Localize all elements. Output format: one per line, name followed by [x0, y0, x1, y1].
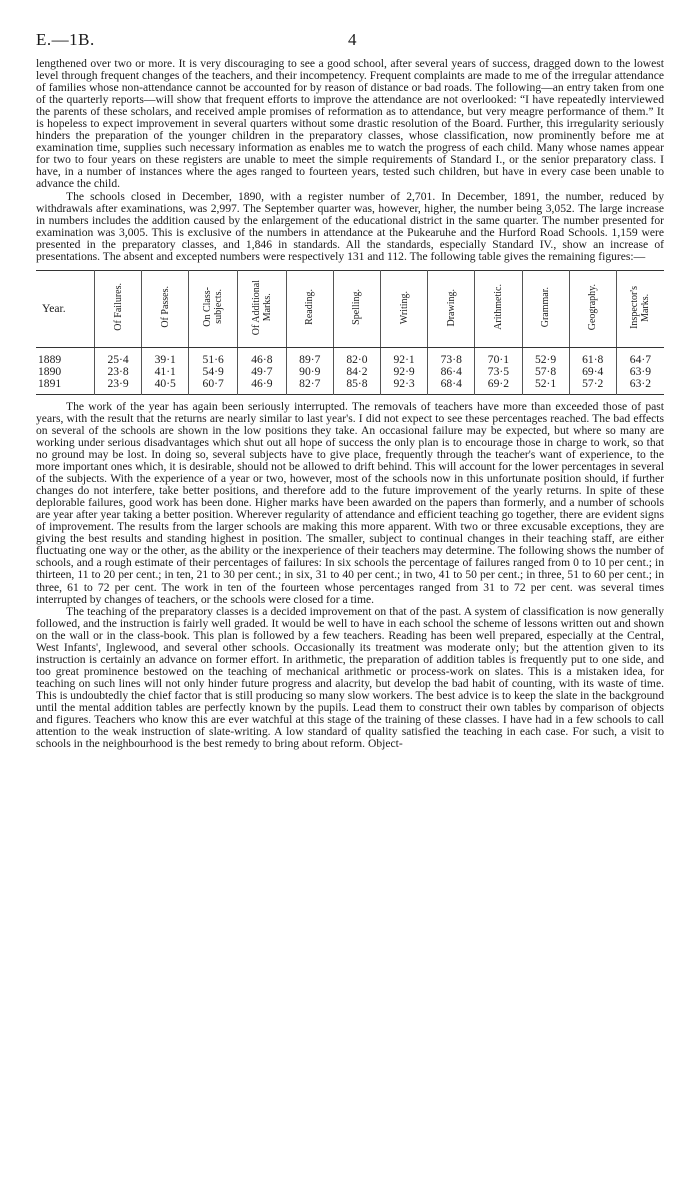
- column-header: Writing.: [381, 270, 428, 347]
- results-table: [36, 270, 664, 395]
- table-cell: 92·1: [381, 347, 428, 366]
- table-cell-year: 1890: [38, 364, 62, 378]
- table-row: [36, 378, 664, 395]
- table-cell: 84·2: [333, 366, 380, 378]
- column-header: Of Additional Marks.: [238, 270, 287, 347]
- column-header: Grammar.: [522, 270, 569, 347]
- column-header: Of Passes.: [142, 270, 189, 347]
- table-cell: 46·8: [238, 347, 287, 366]
- table-cell: 64·7: [616, 347, 664, 366]
- page-number: 4: [348, 30, 357, 49]
- column-header: Inspector's Marks.: [616, 270, 664, 347]
- page-header: [36, 30, 664, 58]
- table-cell: 92·9: [381, 366, 428, 378]
- table-cell: 73·5: [475, 366, 522, 378]
- table-cell: 39·1: [142, 347, 189, 366]
- table-cell-year: 1891: [38, 376, 62, 390]
- column-header: Of Failures.: [95, 270, 142, 347]
- table-cell: 23·9: [95, 378, 142, 395]
- table-cell: 82·0: [333, 347, 380, 366]
- table-cell-year: 1889: [38, 352, 62, 366]
- document-reference: E.—1B.: [36, 30, 95, 49]
- paragraph-schools-closed: The schools closed in December, 1890, with a register number of 2,701. In December, 1891, the number, reduced by withdrawals after examinations, was 2,997. The September quarter was, however, higher, the number being 3,052. The large increase in numbers includes the addition caused by the enlargement of the educational district in the same quarter. The number presented for examination was 3,005. This is exclusive of the numbers in attendance at the Pukearuhe and the Hurford Road Schools. 1,159 were presented in the preparatory classes, and 1,846 in standards. All the standards, especially Standard IV., show an increase of presentations. The absent and excepted numbers were respectively 131 and 112. The following table gives the remaining figures:—: [36, 189, 664, 263]
- table-cell: 73·8: [428, 347, 475, 366]
- table-cell: 89·7: [286, 347, 333, 366]
- table-cell: 51·6: [189, 347, 238, 366]
- table-cell: 85·8: [333, 378, 380, 395]
- paragraph-preparatory-classes: The teaching of the preparatory classes is a decided improvement on that of the past. A system of classification is now generally followed, and the instruction is fairly well graded. It would be well to have in each school the scheme of lessons written out and shown on the wall or in the class-book. This plan is followed by a few teachers. Reading has been well prepared, especially at the Central, West Infants', Inglewood, and several other schools. Occasionally its treatment was moderate only; but the attention given to its instruction is certainly an advance on former effort. In arithmetic, the preparation of addition tables is frequently put to one side, and too great prominence bestowed on the teaching of mechanical arithmetic or process-work on slates. This is a mistaken idea, for teaching on such lines will not only hinder future progress and alacrity, but develop the bad habit of counting, with its waste of time. This is undoubtedly the chief factor that is still producing so many slow workers. The best advice is to keep the slate in the background until the mental addition tables are perfectly known by the pupils. Lead them to construct their own tables by comparison of objects and figures. Teachers who know this are ever watchful at this stage of the training of these classes. I have had in a few schools to call attention to the weak instruction of slate-writing. A low standard of quality satisfied the teaching in each case. For such, a visit to schools in the neighbourhood is the best remedy to bring about reform. Object-: [36, 604, 664, 751]
- table-cell: 90·9: [286, 366, 333, 378]
- table-cell: 82·7: [286, 378, 333, 395]
- column-header-year: Year.: [36, 270, 95, 347]
- table-cell: 63·2: [616, 378, 664, 395]
- table-header-row: [36, 270, 664, 347]
- column-header: On Class- subjects.: [189, 270, 238, 347]
- paragraph-work-of-year: The work of the year has again been seriously interrupted. The removals of teachers have more than exceeded those of past years, with the result that the returns are nearly similar to last year's. I did not expect to see these percentages reached. The bad effects on several of the schools are shown in the low positions they take. An occasional failure may be expected, but where so many are working under serious disadvantages which shut out all hope of success the only plan is to encourage those in charge to work, so that no ground may be lost. In doing so, several subjects have to give place, frequently through the teacher's want of experience, to the more important ones which, it is desirable, should not be allowed to drift behind. This will account for the lower percentages in several of the subjects. With the experience of a year or two, however, most of the schools now in this unfortunate position should, if further changes do not interfere, take better positions, and therefore add to the future improvement of the yearly returns. In spite of these deplorable failures, good work has been done. Higher marks have been awarded on the papers than formerly, and a number of schools are year after year taking a better position. Wherever regularity of attendance and efficient teaching go together, there are evident signs of improvement. The results from the larger schools are making this more apparent. With two or three excusable exceptions, they are giving the best results and standing highest in position. The smaller, subject to continual changes in their teaching staff, are either fluctuating one way or the other, as the ability or the inexperience of their teachers may determine. The following shows the number of schools, and a rough estimate of their percentages of failures: In six schools the percentage of failures ranged from 0 to 10 per cent.; in thirteen, 11 to 20 per cent.; in ten, 21 to 30 per cent.; in six, 31 to 40 per cent.; in two, 41 to 50 per cent.; in three, 51 to 60 per cent.; in three, 61 to 72 per cent. The work in ten of the fourteen whose percentages ranged from 31 to 72 per cent. was several times interrupted by changes of teachers, or the schools were closed for a time.: [36, 399, 664, 606]
- document-page: [36, 30, 664, 750]
- table-cell: 70·1: [475, 347, 522, 366]
- table-cell: 46·9: [238, 378, 287, 395]
- table-cell: 25·4: [95, 347, 142, 366]
- table-cell: 52·9: [522, 347, 569, 366]
- table-cell: 68·4: [428, 378, 475, 395]
- column-header: Drawing.: [428, 270, 475, 347]
- table-cell: 60·7: [189, 378, 238, 395]
- column-header: Reading.: [286, 270, 333, 347]
- table-cell: 54·9: [189, 366, 238, 378]
- table-cell: 23·8: [95, 366, 142, 378]
- column-header: Arithmetic.: [475, 270, 522, 347]
- table-row: [36, 366, 664, 378]
- table-cell: 57·2: [569, 378, 616, 395]
- table-cell: 63·9: [616, 366, 664, 378]
- column-header: Spelling.: [333, 270, 380, 347]
- table-cell: 86·4: [428, 366, 475, 378]
- table-cell: 57·8: [522, 366, 569, 378]
- column-header: Geography.: [569, 270, 616, 347]
- table-cell: 40·5: [142, 378, 189, 395]
- table-cell: 69·2: [475, 378, 522, 395]
- table-row: [36, 347, 664, 366]
- table-cell: 92·3: [381, 378, 428, 395]
- table-cell: 61·8: [569, 347, 616, 366]
- table-cell: 69·4: [569, 366, 616, 378]
- paragraph-attendance: lengthened over two or more. It is very discouraging to see a good school, after several years of success, dragged down to the lowest level through frequent changes of the teachers, and their incompetency. Frequent complaints are made to me of the irregular attendance of families whose non-attendance cannot be accounted for by reason of distance or bad roads. The following—an entry taken from one of the quarterly reports—will show that frequent efforts to improve the attendance are not overlooked: “I have repeatedly interviewed the parents of these scholars, and received ample promises of reformation as to attendance, but very meagre performance of them.” It is hopeless to expect improvement in several quarters without some drastic resolution of the Board. Further, this irregularity seriously hinders the preparation of the younger children in the preparatory classes, whose classification, now prominently before me at examination time, supplies such necessary information as enables me to watch the progress of each child. Many whose names appear for two to four years on these registers are unable to meet the simple requirements of Standard I., or the senior preparatory class. I have, in a number of instances where the ages ranged to fourteen years, tested such children, but have in every case been unable to advance the child.: [36, 57, 664, 191]
- table-cell: 52·1: [522, 378, 569, 395]
- table-cell: 41·1: [142, 366, 189, 378]
- table-cell: 49·7: [238, 366, 287, 378]
